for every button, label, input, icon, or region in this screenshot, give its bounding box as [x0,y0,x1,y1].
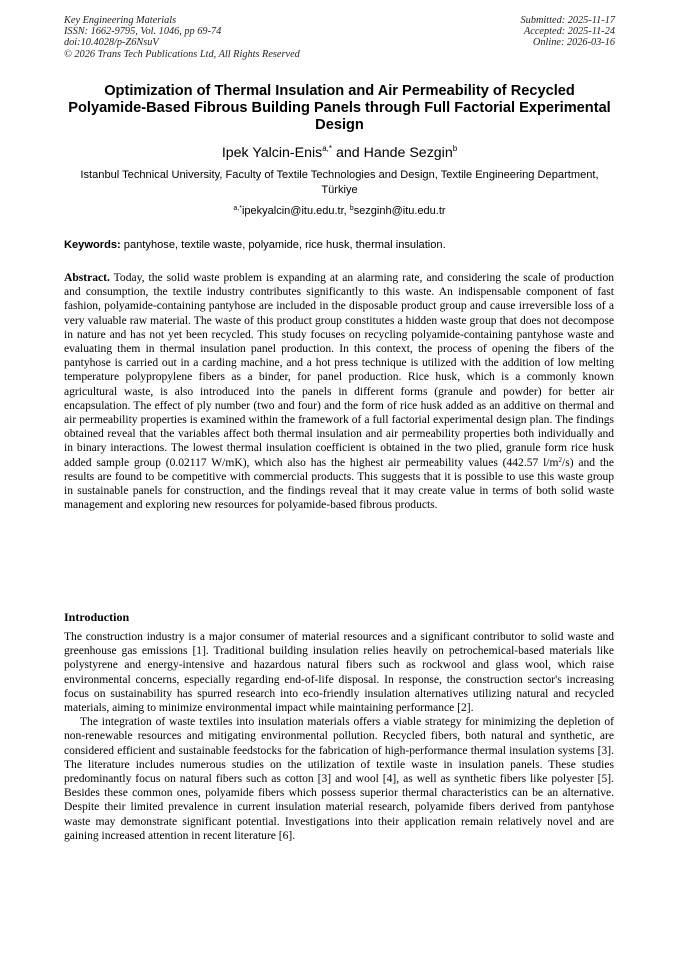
copyright-line: © 2026 Trans Tech Publications Ltd, All Rights Reserved [64,48,300,60]
keywords-label: Keywords: [64,239,121,251]
introduction-paragraph-1: The construction industry is a major consumer of material resources and a significant contributor to solid waste and greenhouse gas emissions [1]. Traditional building insulation relies heavily on petrochemical-based materials like polystyrene and energy-intensive and hazardous natural fibers such as rockwool and glass wool, which raise environmental concerns, especially regarding end-of-life disposal. In response, the construction sector's increasing focus on sustainability has spurred research into eco-friendly insulation alternatives utilizing natural and recycled materials, aiming to minimize environmental impact while maintaining performance [2]. [64,631,614,715]
introduction-body [64,630,614,843]
section-heading-introduction: Introduction [64,610,130,624]
issn-volume-pages: ISSN: 1662-9795, Vol. 1046, pp 69-74 [64,26,222,38]
abstract-label: Abstract. [64,272,110,284]
author-name-1: Ipek Yalcin-Enis [221,145,323,161]
doi: doi:10.4028/p-Z6NsuV [64,37,159,49]
journal-name: Key Engineering Materials [64,15,177,26]
author-line [64,144,615,162]
affiliation: Istanbul Technical University, Faculty of Textile Technologies and Design, Textile Engineering Department, Türkiye [80,169,599,196]
email-1-superscript: a,* [233,205,242,212]
submitted-date: Submitted: 2025-11-17 [520,15,615,26]
abstract-text-part-1: Today, the solid waste problem is expanding at an alarming rate, and considering the scale of production and consumption, the textile industry contributes significantly to this waste. An indispensable component of fast fashion, polyamide-containing pantyhose are included in the disposable product group and cause irreversible loss of a very valuable raw material. The waste of this product group constitutes a hidden waste group that does not decompose in nature and has not yet been recycled. This study focuses on recycling polyamide-containing pantyhose waste and evaluating them in thermal insulation panel production. In this context, the process of opening the fibers of the pantyhose is carried out in a carding machine, and a hot press technique is utilized with the addition of low melting temperature polypropylene fibers as a binder, for panel production. Rice husk, which is a commonly known agricultural waste, is also introduced into the panels in different forms (granule and powder) for better air encapsulation. The effect of ply number (two and four) and the form of rice husk added as an additive on thermal and air permeability properties is examined within the framework of a full factorial experimental design plan. The findings obtained reveal that the variables affect both thermal insulation and air permeability properties both individually and in binary interactions. The lowest thermal insulation coefficient is obtained in the two plied, granule form rice husk added sample group (0.02117 W/mK), which also has the highest air permeability values (442.57 l/m [64,272,614,469]
abstract-superscript: 2 [558,455,562,464]
submission-dates-header [521,15,615,49]
author-emails [64,204,615,218]
email-separator: , [343,205,350,217]
author-joiner: and [332,145,364,161]
online-date: Online: 2026-03-16 [532,37,615,49]
keywords-text: pantyhose, textile waste, polyamide, rice husk, thermal insulation. [120,239,446,251]
email-2: sezginh@itu.edu.tr [353,205,446,217]
abstract-text-part-2: /s) and the results are found to be competitive with commercial products. This suggests that it is possible to use this waste group in sustainable panels for construction, and the findings reveal that it may create value in terms of both solid waste management and exploring new resources for polyamide-based fibrous products. [64,456,614,512]
introduction-paragraph-2: The integration of waste textiles into insulation materials offers a viable strategy for minimizing the depletion of non-renewable resources and mitigating environmental pollution. Recycled fibers, both natural and synthetic, are considered efficient and sustainable feedstocks for the fabrication of high-performance thermal insulation systems [3]. The literature includes numerous studies on the utilization of textile waste in insulation panels. These studies predominantly focus on natural fibers such as cotton [3] and wool [4], as well as synthetic fibers like polyester [5]. Besides these common ones, polyamide fibers which possess superior thermal characteristics can be an alternative. Despite their limited prevalence in current insulation material research, polyamide fibers derived from pantyhose waste may demonstrate significant potential. Investigations into their application remain relatively novel and are gaining increased attention in recent literature [6]. [64,716,614,842]
author-name-2: Hande Sezgin [363,145,453,161]
author-2-superscript: b [452,144,458,153]
author-1-superscript: a,* [322,144,333,153]
email-1: ipekyalcin@itu.edu.tr [241,205,344,217]
journal-info-header [64,15,300,60]
email-2-superscript: b [349,205,354,212]
abstract [64,271,614,512]
accepted-date: Accepted: 2025-11-24 [523,26,615,38]
paper-title: Optimization of Thermal Insulation and Air Permeability of Recycled Polyamide-Based Fibrous Building Panels through Full Factorial Experimental Design [68,83,611,133]
keywords [64,238,615,253]
